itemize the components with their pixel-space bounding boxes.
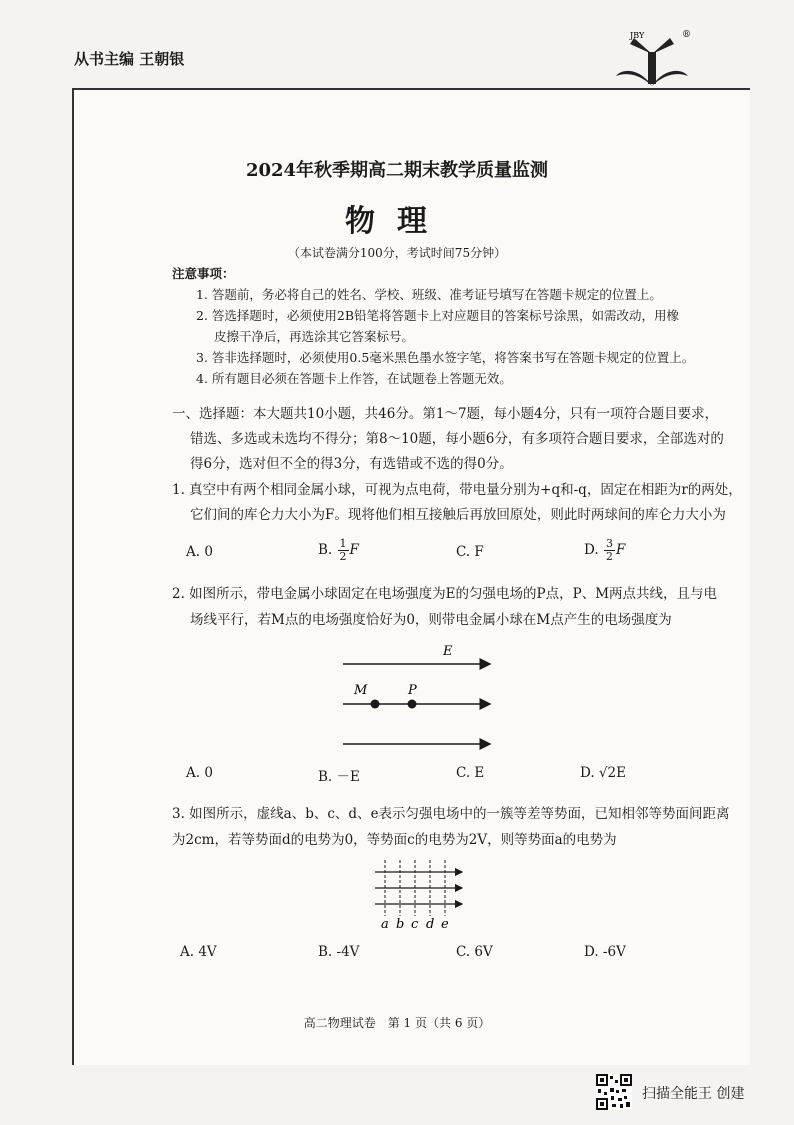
label-d: d <box>426 917 435 930</box>
label-c: c <box>411 917 419 930</box>
note-item: 皮擦干净后，再选涂其它答案标号。 <box>214 329 415 344</box>
section-instructions: 一、选择题：本大题共10小题，共46分。第1～7题，每小题4分，只有一项符合题目要求， <box>172 406 719 422</box>
q1-option-c: C. F <box>456 544 484 560</box>
logo-text: JBY <box>630 31 645 40</box>
exam-info: （本试卷满分100分，考试时间75分钟） <box>287 246 507 260</box>
q1-stem: 它们间的库仑力大小为F。现将他们相互接触后再放回原处，则此时两球间的库仑力大小为 <box>190 507 726 523</box>
scanner-watermark: 扫描全能王 创建 <box>642 1086 745 1102</box>
note-item: 4. 所有题目必须在答题卡上作答，在试题卷上答题无效。 <box>196 371 512 386</box>
point-p <box>408 700 417 709</box>
exam-title: 2024年秋季期高二期末教学质量监测 <box>245 160 549 181</box>
q2-stem: 2. 如图所示，带电金属小球固定在电场强度为E的匀强电场的P点，P、M两点共线，且与电 <box>172 586 718 602</box>
q2-option-d: D. √2E <box>580 765 626 781</box>
exam-subject: 物理 <box>345 204 449 239</box>
q1-option-a: A. 0 <box>186 544 213 560</box>
series-editor: 从书主编 王朝银 <box>74 50 185 68</box>
q2-option-c: C. E <box>456 765 485 781</box>
label-a: a <box>381 917 389 930</box>
note-item: 3. 答非选择题时，必须使用0.5毫米黑色墨水签字笔，将答案书写在答题卡规定的位置上。 <box>196 350 695 365</box>
label-e: e <box>441 917 449 930</box>
label-p: P <box>408 683 417 698</box>
q3-option-c: C. 6V <box>456 944 493 960</box>
section-instructions: 错选、多选或未选均不得分；第8～10题，每小题6分，有多项符合题目要求，全部选对的 <box>190 431 724 447</box>
note-item: 1. 答题前，务必将自己的姓名、学校、班级、准考证号填写在答题卡规定的位置上。 <box>196 287 662 302</box>
q1-stem: 1. 真空中有两个相同金属小球，可视为点电荷，带电量分别为+q和-q，固定在相距为r的两处， <box>172 482 742 498</box>
q3-option-a: A. 4V <box>180 944 217 960</box>
field-label-e: E <box>443 644 453 659</box>
q3-stem: 3. 如图所示，虚线a、b、c、d、e表示匀强电场中的一簇等差等势面，已知相邻等势面间距离 <box>172 806 730 822</box>
q3-equipotential-diagram <box>370 858 470 930</box>
jby-logo <box>612 28 692 88</box>
q2-option-a: A. 0 <box>186 765 213 781</box>
q3-option-d: D. -6V <box>584 944 626 960</box>
q2-option-b: B. －E <box>318 769 360 785</box>
q2-field-diagram <box>335 640 505 755</box>
q1-option-b: B. $\frac{1}{2}$ F <box>318 537 359 563</box>
page-footer: 高二物理试卷 第 1 页（共 6 页） <box>303 1016 491 1030</box>
label-m: M <box>354 683 368 698</box>
qr-code-icon <box>596 1074 632 1110</box>
logo-mark: ® <box>682 30 691 40</box>
label-b: b <box>396 917 405 930</box>
note-item: 2. 答选择题时，必须使用2B铅笔将答题卡上对应题目的答案标号涂黑，如需改动，用橡 <box>196 308 680 323</box>
q1-option-d: D. $\frac{3}{2}$ F <box>584 537 626 563</box>
q3-option-b: B. -4V <box>318 944 360 960</box>
notes-title: 注意事项： <box>172 266 235 281</box>
section-instructions: 得6分，选对但不全的得3分，有选错或不选的得0分。 <box>190 456 513 472</box>
q2-stem: 场线平行，若M点的电场强度恰好为0，则带电金属小球在M点产生的电场强度为 <box>190 612 672 628</box>
point-m <box>371 700 380 709</box>
q3-stem: 为2cm，若等势面d的电势为0，等势面c的电势为2V，则等势面a的电势为 <box>172 832 617 848</box>
